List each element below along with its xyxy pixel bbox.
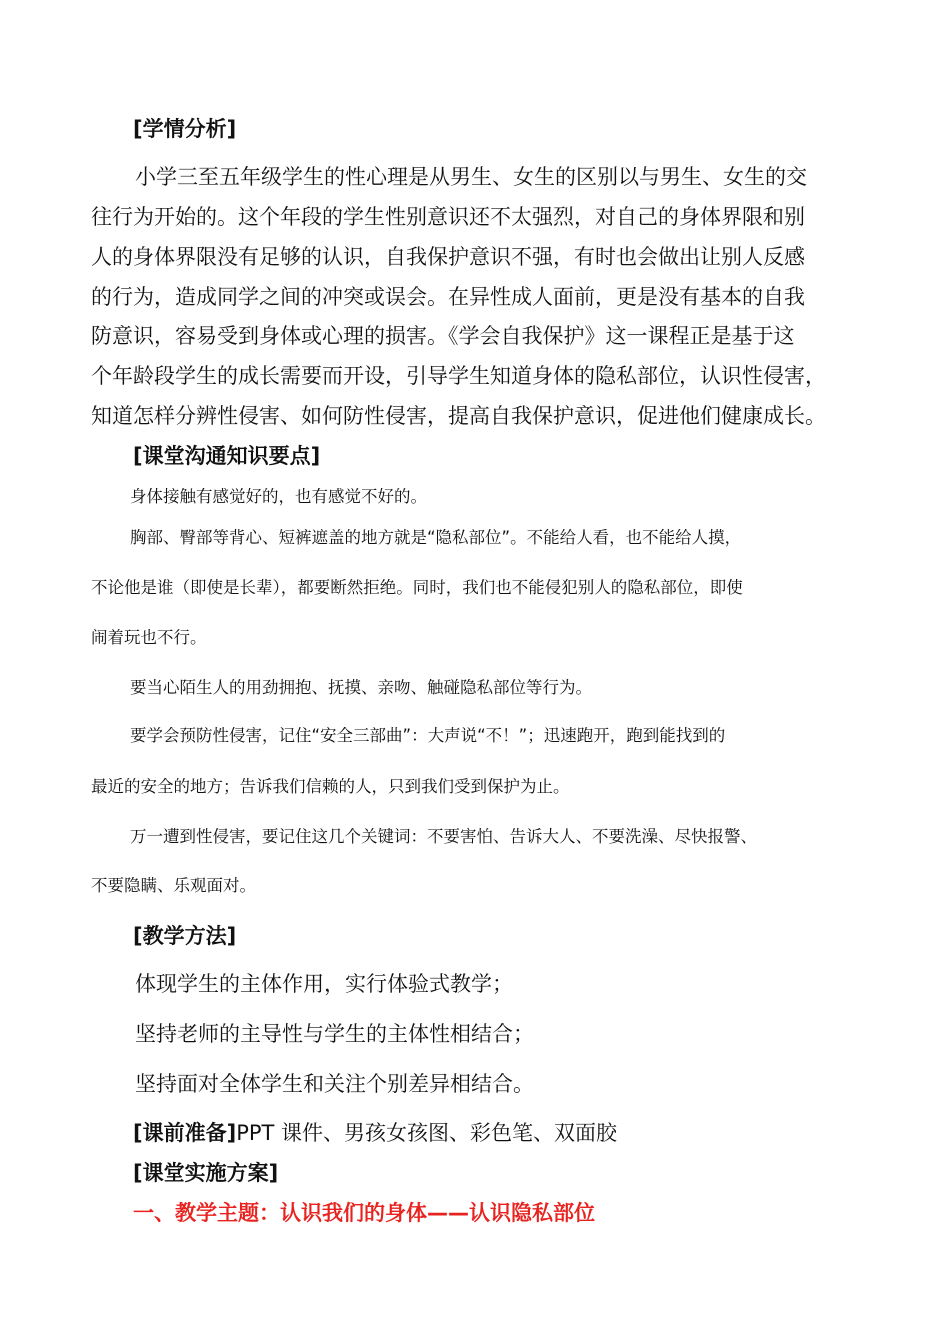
preparation-text: PPT 课件、男孩女孩图、彩色笔、双面胶: [236, 1121, 618, 1145]
analysis-line: 往行为开始的。这个年段的学生性别意识还不太强烈，对自己的身体界限和别: [91, 205, 805, 229]
section-heading-preparation: [课前准备]: [133, 1121, 237, 1145]
method-line: 体现学生的主体作用，实行体验式教学；: [135, 972, 513, 996]
method-line: 坚持面对全体学生和关注个别差异相结合。: [135, 1072, 534, 1096]
analysis-line: 人的身体界限没有足够的认识，自我保护意识不强，有时也会做出让别人反感: [91, 245, 805, 269]
key-point-line: 最近的安全的地方；告诉我们信赖的人，只到我们受到保护为止。: [91, 777, 570, 796]
key-point-line: 闹着玩也不行。: [91, 628, 207, 647]
key-point-line: 不要隐瞒、乐观面对。: [91, 876, 256, 895]
key-point-line: 不论他是谁（即使是长辈），都要断然拒绝。同时，我们也不能侵犯别人的隐私部位，即使: [91, 578, 743, 597]
section-heading-plan: [课堂实施方案]: [133, 1161, 279, 1185]
analysis-line: 小学三至五年级学生的性心理是从男生、女生的区别以与男生、女生的交: [135, 165, 807, 189]
section-heading-analysis: [学情分析]: [133, 117, 237, 141]
section-heading-key-points: [课堂沟通知识要点]: [133, 444, 321, 468]
key-point-line: 要学会预防性侵害，记住“安全三部曲”：大声说“不！”；迅速跑开，跑到能找到的: [130, 726, 726, 745]
key-point-line: 胸部、臀部等背心、短裤遮盖的地方就是“隐私部位”。不能给人看，也不能给人摸，: [130, 528, 742, 547]
analysis-line: 防意识，容易受到身体或心理的损害。《学会自我保护》这一课程正是基于这: [91, 324, 795, 348]
analysis-line: 的行为，造成同学之间的冲突或误会。在异性成人面前，更是没有基本的自我: [91, 285, 805, 309]
key-point-line: 万一遭到性侵害，要记住这几个关键词：不要害怕、告诉大人、不要洗澡、尽快报警、: [130, 827, 757, 846]
method-line: 坚持老师的主导性与学生的主体性相结合；: [135, 1022, 534, 1046]
key-point-line: 要当心陌生人的用劲拥抱、抚摸、亲吻、触碰隐私部位等行为。: [130, 678, 592, 697]
analysis-line: 知道怎样分辨性侵害、如何防性侵害，提高自我保护意识，促进他们健康成长。: [91, 404, 826, 428]
analysis-line: 个年龄段学生的成长需要而开设，引导学生知道身体的隐私部位，认识性侵害，: [91, 364, 826, 388]
preparation-line: [133, 1117, 617, 1147]
key-point-line: 身体接触有感觉好的，也有感觉不好的。: [130, 487, 427, 506]
section-heading-methods: [教学方法]: [133, 924, 237, 948]
plan-theme-title: 一、教学主题：认识我们的身体——认识隐私部位: [133, 1201, 595, 1225]
